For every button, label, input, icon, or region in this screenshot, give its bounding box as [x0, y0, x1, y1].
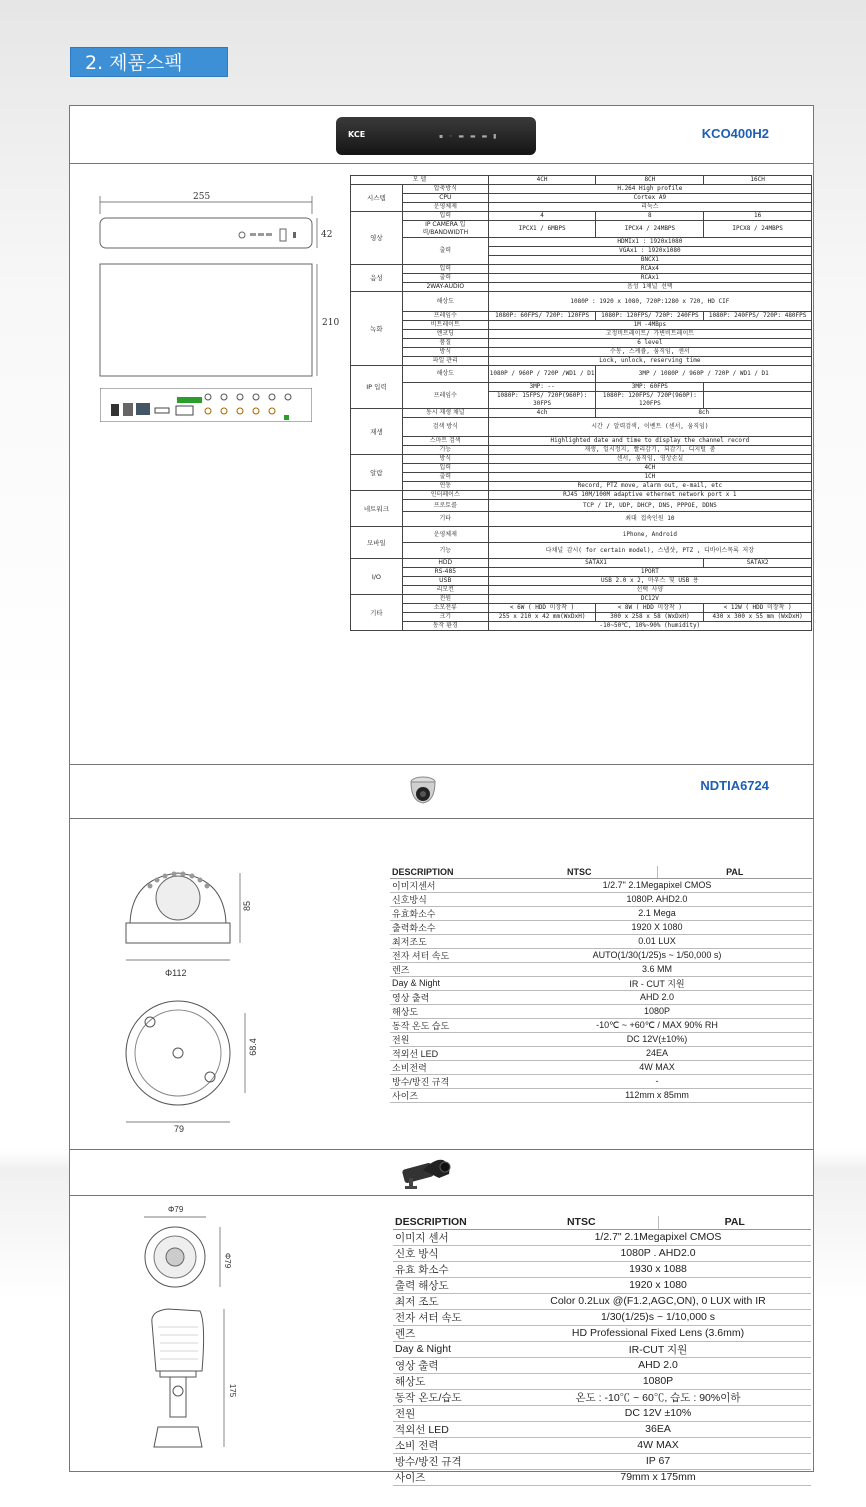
- spec-label: 이미지 센서: [393, 1229, 505, 1245]
- spec-row: [393, 1293, 811, 1309]
- spec-label: 렌즈: [390, 962, 502, 976]
- spec-value: 리눅스: [488, 203, 811, 212]
- spec-value: 센서, 움직임, 영상손실: [488, 455, 811, 464]
- spec-value: USB 2.0 x 2, 마우스 및 USB 용: [488, 577, 811, 586]
- spec-value: IR - CUT 지원: [502, 976, 812, 990]
- spec-value: RJ45 10M/100M adaptive ethernet network port x 1: [488, 491, 811, 500]
- spec-row: [393, 1357, 811, 1373]
- spec-row: [393, 1341, 811, 1357]
- spec-value: 다채널 감시( for certain model), 스냅샷, PTZ , 디바이스목록 저장: [488, 543, 811, 559]
- spec-value: BNCX1: [488, 256, 811, 265]
- spec-item: 엔코딩: [402, 330, 488, 339]
- bullet-spec-header-pal: PAL: [658, 1216, 811, 1229]
- spec-value: 수동, 스케쥴, 움직임, 센서: [488, 348, 811, 357]
- spec-value: < 6W ( HDD 미장착 ): [488, 604, 596, 613]
- divider: [70, 818, 813, 819]
- spec-label: 전자 셔터 속도: [390, 948, 502, 962]
- spec-value: IP 67: [505, 1453, 811, 1469]
- spec-value: 4CH: [488, 464, 811, 473]
- spec-row: [390, 1018, 812, 1032]
- spec-label: 전원: [390, 1032, 502, 1046]
- spec-item: 리모컨: [402, 586, 488, 595]
- spec-item: 입력: [402, 464, 488, 473]
- spec-value: 4W MAX: [505, 1437, 811, 1453]
- bullet-spec-table: [393, 1216, 811, 1486]
- spec-value: 0.01 LUX: [502, 934, 812, 948]
- spec-value: 1930 x 1088: [505, 1261, 811, 1277]
- spec-value: IR-CUT 지원: [505, 1341, 811, 1357]
- dome-diameter-label: Φ112: [165, 968, 187, 978]
- spec-item: 품질: [402, 339, 488, 348]
- spec-item: 2WAY-AUDIO: [402, 283, 488, 292]
- spec-item: 해상도: [402, 292, 488, 312]
- spec-value: Color 0.2Lux @(F1.2,AGC,ON), 0 LUX with IR: [505, 1293, 811, 1309]
- spec-value: 1080P / 960P / 720P /WD1 / D1: [488, 366, 596, 383]
- divider: [70, 764, 813, 765]
- spec-category: 시스템: [351, 185, 403, 212]
- spec-label: 출력 해상도: [393, 1277, 505, 1293]
- spec-label: 사이즈: [393, 1469, 505, 1485]
- spec-item: 출력: [402, 274, 488, 283]
- spec-value: -10~50℃, 10%~90% (humidity): [488, 622, 811, 631]
- spec-label: 적외선 LED: [393, 1421, 505, 1437]
- spec-label: 출력화소수: [390, 920, 502, 934]
- spec-value: 1M -4MBps: [488, 321, 811, 330]
- spec-category: 네트워크: [351, 491, 403, 527]
- spec-label: 전자 셔터 속도: [393, 1309, 505, 1325]
- dvr-depth-label: 210: [322, 318, 340, 328]
- spec-item: 출력: [402, 238, 488, 265]
- spec-value: 1/30(1/25)s ~ 1/10,000 s: [505, 1309, 811, 1325]
- spec-item: 출력: [402, 473, 488, 482]
- spec-value: 430 x 300 x 55 mm (WxDxH): [704, 613, 812, 622]
- spec-value: DC12V: [488, 595, 811, 604]
- spec-row: [393, 1437, 811, 1453]
- spec-label: 전원: [393, 1405, 505, 1421]
- spec-value: DC 12V(±10%): [502, 1032, 812, 1046]
- spec-value: VGAx1 : 1920x1080: [488, 247, 811, 256]
- spec-row: [393, 1277, 811, 1293]
- dvr-brand-logo: KCE: [348, 130, 366, 139]
- spec-value: 255 x 210 x 42 mm(WxDxH): [488, 613, 596, 622]
- spec-item: 입력: [402, 212, 488, 221]
- spec-label: 영상 출력: [390, 990, 502, 1004]
- spec-item: RS-485: [402, 568, 488, 577]
- divider: [70, 1195, 813, 1196]
- spec-label: 이미지센서: [390, 878, 502, 892]
- spec-value: DC 12V ±10%: [505, 1405, 811, 1421]
- spec-item: 동시 재생 채널: [402, 409, 488, 418]
- spec-item: 크기: [402, 613, 488, 622]
- spec-item: 기능: [402, 543, 488, 559]
- spec-value: 6 level: [488, 339, 811, 348]
- spec-value: Cortex A9: [488, 194, 811, 203]
- spec-value: RCAx1: [488, 274, 811, 283]
- spec-value: 1080P: 15FPS/ 720P(960P): 30FPS: [488, 392, 596, 409]
- dome-spec-header-ntsc: NTSC: [502, 866, 657, 878]
- spec-value: 1080P: 60FPS/ 720P: 120FPS: [488, 312, 596, 321]
- spec-frame: [69, 105, 814, 1484]
- spec-label: 소비전력: [390, 1060, 502, 1074]
- spec-row: [393, 1389, 811, 1405]
- divider: [70, 163, 813, 164]
- spec-item: 기능: [402, 446, 488, 455]
- spec-row: [390, 1032, 812, 1046]
- spec-label: 적외선 LED: [390, 1046, 502, 1060]
- spec-item: IP CAMERA 입력/BANDWIDTH: [402, 221, 488, 238]
- section-title: 2. 제품스펙: [70, 47, 228, 77]
- spec-value: 1080P : 1920 x 1080, 720P:1280 x 720, HD CIF: [488, 292, 811, 312]
- dome-camera-image: [406, 773, 440, 807]
- spec-row: [390, 920, 812, 934]
- spec-value: 8: [596, 212, 704, 221]
- spec-value: < 12W ( HDD 미장착 ): [704, 604, 812, 613]
- spec-row: [393, 1245, 811, 1261]
- spec-value: 음성 1채널 선택: [488, 283, 811, 292]
- spec-value: 4: [488, 212, 596, 221]
- spec-value: SATAX1: [488, 559, 704, 568]
- spec-category: 재생: [351, 409, 403, 455]
- spec-value: AHD 2.0: [502, 990, 812, 1004]
- spec-label: 동작 온도/습도: [393, 1389, 505, 1405]
- spec-item: 비트레이트: [402, 321, 488, 330]
- bullet-length-label: 175: [228, 1383, 238, 1398]
- bullet-camera-image: [395, 1152, 455, 1192]
- dvr-spec-table: [350, 175, 812, 631]
- spec-value: 4W MAX: [502, 1060, 812, 1074]
- spec-label: 방수/방진 규격: [390, 1074, 502, 1088]
- spec-value: H.264 High profile: [488, 185, 811, 194]
- spec-value: 시간 / 알력검색, 이벤트 (센서, 움직임): [488, 418, 811, 437]
- spec-value: IPCX1 / 6MBPS: [488, 221, 596, 238]
- spec-value: 1920 x 1080: [505, 1277, 811, 1293]
- spec-value: < 8W ( HDD 미장착 ): [596, 604, 704, 613]
- spec-row: [390, 948, 812, 962]
- dvr-front-leds-icon: ▪ ◦ ▬ ▬ ▬ ▮: [439, 133, 499, 140]
- spec-value: SATAX2: [704, 559, 812, 568]
- spec-label: 최저 조도: [393, 1293, 505, 1309]
- spec-item: 연동: [402, 482, 488, 491]
- spec-value: 16: [704, 212, 812, 221]
- spec-category: 음성: [351, 265, 403, 292]
- spec-value: 1/2.7" 2.1Megapixel CMOS: [502, 878, 812, 892]
- bullet-diameter-label: Φ79: [168, 1205, 184, 1214]
- spec-category: 알람: [351, 455, 403, 491]
- spec-row: [390, 990, 812, 1004]
- spec-value: 36EA: [505, 1421, 811, 1437]
- spec-value: iPhone, Android: [488, 527, 811, 543]
- spec-item: 운영체제: [402, 527, 488, 543]
- spec-row: [393, 1405, 811, 1421]
- spec-row: [390, 1046, 812, 1060]
- spec-row: [393, 1453, 811, 1469]
- spec-value: 3MP / 1080P / 960P / 720P / WD1 / D1: [596, 366, 812, 383]
- spec-value: 1080P: 120FPS/ 720P(960P): 120FPS: [596, 392, 704, 409]
- dvr-width-label: 255: [193, 192, 211, 202]
- spec-item: 스마트 검색: [402, 437, 488, 446]
- spec-value: AHD 2.0: [505, 1357, 811, 1373]
- spec-row: [390, 976, 812, 990]
- spec-value: RCAx4: [488, 265, 811, 274]
- spec-header-8ch: 8CH: [596, 176, 704, 185]
- spec-row: [393, 1309, 811, 1325]
- dome-spec-header-description: DESCRIPTION: [390, 866, 502, 878]
- spec-label: Day & Night: [390, 976, 502, 990]
- spec-item: CPU: [402, 194, 488, 203]
- dome-spec-header-pal: PAL: [657, 866, 812, 878]
- spec-label: 동작 온도 습도: [390, 1018, 502, 1032]
- spec-value: 1080P. AHD2.0: [502, 892, 812, 906]
- spec-category: I/O: [351, 559, 403, 595]
- spec-item: 방식: [402, 348, 488, 357]
- dome-depth-label: 68.4: [247, 1038, 258, 1056]
- spec-value: -10℃ ~ +60℃ / MAX 90% RH: [502, 1018, 812, 1032]
- spec-value: 1CH: [488, 473, 811, 482]
- spec-row: [393, 1421, 811, 1437]
- spec-row: [390, 1088, 812, 1102]
- spec-value: 1080P: [502, 1004, 812, 1018]
- spec-label: 사이즈: [390, 1088, 502, 1102]
- spec-label: 해상도: [390, 1004, 502, 1018]
- spec-row: [393, 1373, 811, 1389]
- dvr-product-image: [336, 117, 536, 155]
- spec-item: 프레임수: [402, 312, 488, 321]
- spec-item: 입력: [402, 265, 488, 274]
- bullet-spec-header-description: DESCRIPTION: [393, 1216, 505, 1229]
- spec-header-4ch: 4CH: [488, 176, 596, 185]
- spec-value: 고정비트레이트/ 가변비트레이트: [488, 330, 811, 339]
- spec-value: Highlighted date and time to display the channel record: [488, 437, 811, 446]
- spec-category: 녹화: [351, 292, 403, 366]
- spec-value: HDMIx1 : 1920x1080: [488, 238, 811, 247]
- spec-value: IPCX8 / 24MBPS: [704, 221, 812, 238]
- spec-row: [390, 892, 812, 906]
- spec-value: 1080P: 240FPS/ 720P: 480FPS: [704, 312, 812, 321]
- spec-item: 프레임수: [402, 383, 488, 409]
- spec-value: 최대 접속인원 10: [488, 512, 811, 527]
- spec-row: [390, 1004, 812, 1018]
- spec-label: Day & Night: [393, 1341, 505, 1357]
- spec-item: 해상도: [402, 366, 488, 383]
- spec-value: 재생, 일시정지, 빨리감기, 되감기, 디지털 줌: [488, 446, 811, 455]
- spec-label: 영상 출력: [393, 1357, 505, 1373]
- dvr-rear-panel-drawing: [100, 388, 312, 422]
- spec-value: 1PORT: [488, 568, 811, 577]
- spec-label: 방수/방진 규격: [393, 1453, 505, 1469]
- spec-item: 전원: [402, 595, 488, 604]
- spec-label: 유효 화소수: [393, 1261, 505, 1277]
- spec-category: 기타: [351, 595, 403, 631]
- spec-item: 압축방식: [402, 185, 488, 194]
- dvr-height-label: 42: [321, 230, 333, 240]
- spec-value: 3MP: --: [488, 383, 596, 392]
- spec-label: 렌즈: [393, 1325, 505, 1341]
- dome-height-label: 85: [242, 900, 253, 912]
- spec-header-model: 모 델: [351, 176, 489, 185]
- product-name-dvr: KCO400H2: [701, 126, 769, 141]
- spec-item: 인터페이스: [402, 491, 488, 500]
- spec-value: HD Professional Fixed Lens (3.6mm): [505, 1325, 811, 1341]
- bullet-diameter-side-label: Φ79: [223, 1252, 233, 1269]
- spec-row: [393, 1325, 811, 1341]
- spec-value: -: [502, 1074, 812, 1088]
- spec-label: 신호방식: [390, 892, 502, 906]
- dome-width-label: 79: [174, 1124, 185, 1134]
- spec-item: 프로토콜: [402, 500, 488, 512]
- spec-value: 온도 : -10℃ ~ 60℃, 습도 : 90%이하: [505, 1389, 811, 1405]
- spec-label: 소비 전력: [393, 1437, 505, 1453]
- spec-item: 방식: [402, 455, 488, 464]
- spec-value: 8ch: [596, 409, 812, 418]
- product-name-dome: NDTIA6724: [700, 778, 769, 793]
- spec-label: 유효화소수: [390, 906, 502, 920]
- spec-value: 79mm x 175mm: [505, 1469, 811, 1485]
- spec-value: AUTO(1/30(1/25)s ~ 1/50,000 s): [502, 948, 812, 962]
- spec-label: 신호 방식: [393, 1245, 505, 1261]
- spec-value: 2.1 Mega: [502, 906, 812, 920]
- spec-value: 1/2.7" 2.1Megapixel CMOS: [505, 1229, 811, 1245]
- spec-row: [393, 1469, 811, 1485]
- spec-value: 1080P: 120FPS/ 720P: 240FPS: [596, 312, 704, 321]
- spec-row: [390, 934, 812, 948]
- spec-value: 112mm x 85mm: [502, 1088, 812, 1102]
- spec-category: 모바일: [351, 527, 403, 559]
- spec-value: Lock, unlock, reserving time: [488, 357, 811, 366]
- spec-row: [390, 962, 812, 976]
- spec-value: 3MP: 60FPS: [596, 383, 704, 392]
- spec-row: [393, 1229, 811, 1245]
- spec-value: 1080P . AHD2.0: [505, 1245, 811, 1261]
- spec-value: 3.6 MM: [502, 962, 812, 976]
- spec-row: [393, 1261, 811, 1277]
- spec-header-16ch: 16CH: [704, 176, 812, 185]
- spec-row: [390, 878, 812, 892]
- spec-value: Record, PTZ move, alarm out, e-mail, etc: [488, 482, 811, 491]
- spec-item: USB: [402, 577, 488, 586]
- spec-row: [390, 1060, 812, 1074]
- spec-value: 24EA: [502, 1046, 812, 1060]
- spec-category: IP 입력: [351, 366, 403, 409]
- spec-row: [390, 906, 812, 920]
- spec-item: 소모전류: [402, 604, 488, 613]
- spec-item: 검색 방식: [402, 418, 488, 437]
- spec-value: 선택 사양: [488, 586, 811, 595]
- bullet-dimension-drawing: [140, 1211, 250, 1461]
- spec-value: 4ch: [488, 409, 596, 418]
- spec-category: 영상: [351, 212, 403, 265]
- spec-item: 파일 관리: [402, 357, 488, 366]
- spec-row: [390, 1074, 812, 1088]
- spec-value: TCP / IP, UDP, DHCP, DNS, PPPOE, DDNS: [488, 500, 811, 512]
- spec-item: 동작 환경: [402, 622, 488, 631]
- spec-value: 1920 X 1080: [502, 920, 812, 934]
- divider: [70, 1149, 813, 1150]
- spec-label: 최저조도: [390, 934, 502, 948]
- spec-value: 1080P: [505, 1373, 811, 1389]
- spec-item: 운영체제: [402, 203, 488, 212]
- dome-spec-table: [390, 866, 812, 1103]
- spec-item: HDD: [402, 559, 488, 568]
- spec-value: IPCX4 / 24MBPS: [596, 221, 704, 238]
- spec-label: 해상도: [393, 1373, 505, 1389]
- spec-value: [704, 392, 812, 409]
- spec-item: 기타: [402, 512, 488, 527]
- bullet-spec-header-ntsc: NTSC: [505, 1216, 658, 1229]
- spec-value: 300 x 258 x 58 (WxDxH): [596, 613, 704, 622]
